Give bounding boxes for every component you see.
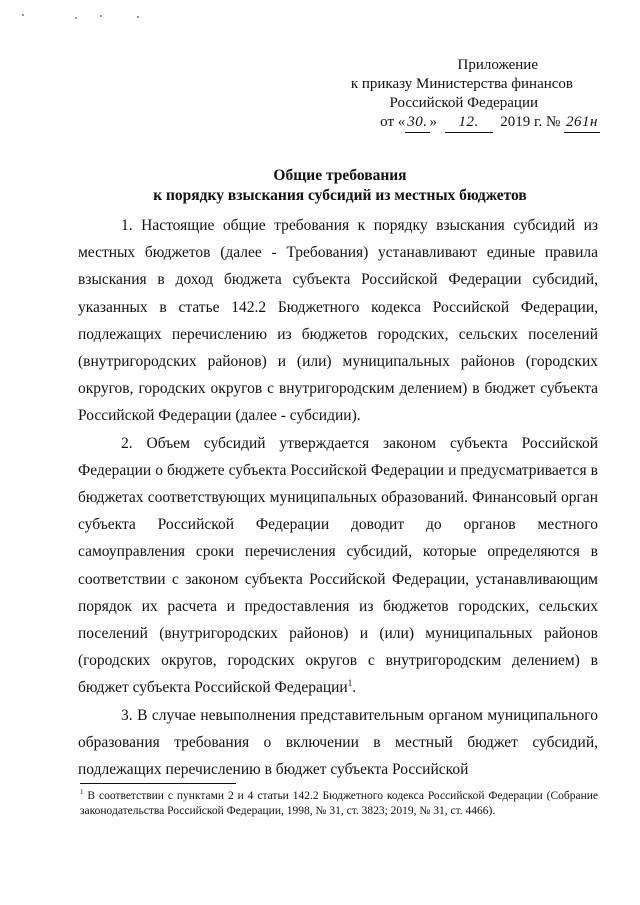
paragraph-2 bbox=[78, 430, 598, 702]
paragraph-2-text: 2. Объем субсидий утверждается законом субъекта Российской Федерации о бюджете субъекта Российской Федерации и предусматривается в бюджетах соответствующих муниципальных образований. Финансовый орган субъекта Российской Федерации доводит до органов местного самоуправления сроки перечисления субсидий, которые определяются в соответствии с законом субъекта Российской Федерации, устанавливающим порядок их расчета и предоставления из бюджетов городских, сельских поселений (внутригородских районов) и (или) муниципальных районов (городских округов, городских округов с внутригородским делением) в бюджет субъекта Российской Федерации bbox=[78, 434, 598, 697]
date-prefix: от « bbox=[380, 114, 406, 130]
footnote-text: В соответствии с пунктами 2 и 4 статьи 142.2 Бюджетного кодекса Российской Федерации (Собрание законодательства Российской Федерации, 1998, № 31, ст. 3823; 2019, № 31, ст. 4466). bbox=[80, 790, 598, 817]
order-number: 261н bbox=[564, 113, 600, 133]
paragraph-1: 1. Настоящие общие требования к порядку взыскания субсидий из местных бюджетов (далее - Требования) устанавливают единые правила взыскания в доход бюджета субъекта Российской Федерации субсидий, указанных в статье 142.2 Бюджетного кодекса Российской Федерации, подлежащих перечислению из бюджетов городских, сельских поселений (внутригородских районов) и (или) муниципальных районов (городских округов, городских округов с внутригородским делением) в бюджет субъекта Российской Федерации (далее - субсидии). bbox=[78, 217, 598, 425]
scan-speck bbox=[22, 14, 24, 16]
appendix-block bbox=[290, 56, 600, 133]
appendix-heading: Приложение bbox=[457, 57, 538, 73]
scan-speck bbox=[100, 15, 102, 17]
scan-speck bbox=[75, 17, 77, 19]
paragraph-2-end: . bbox=[352, 679, 357, 697]
footnote-divider bbox=[80, 783, 236, 784]
footnote bbox=[80, 789, 598, 819]
paragraph-3: 3. В случае невыполнения представительным органом муниципального образования требования о включении в местный бюджет субсидий, подлежащих перечислению в бюджет субъекта Российской bbox=[78, 706, 598, 779]
document-title bbox=[80, 166, 600, 206]
title-line-1: Общие требования bbox=[273, 167, 407, 184]
date-month: 12. bbox=[445, 113, 493, 133]
footnote-marker: 1 bbox=[80, 788, 84, 797]
date-day: 30. bbox=[405, 113, 429, 133]
title-line-2: к порядку взыскания субсидий из местных бюджетов bbox=[153, 187, 527, 204]
document-body bbox=[78, 212, 598, 783]
appendix-order-ref: к приказу Министерства финансов bbox=[350, 76, 573, 92]
footnote-reference[interactable]: 1 bbox=[347, 678, 353, 689]
date-year: 2019 г. № bbox=[500, 114, 561, 130]
scan-speck bbox=[137, 16, 139, 18]
date-mid: » bbox=[429, 114, 438, 130]
appendix-ministry: Российской Федерации bbox=[389, 95, 538, 111]
appendix-date-line bbox=[290, 113, 600, 133]
